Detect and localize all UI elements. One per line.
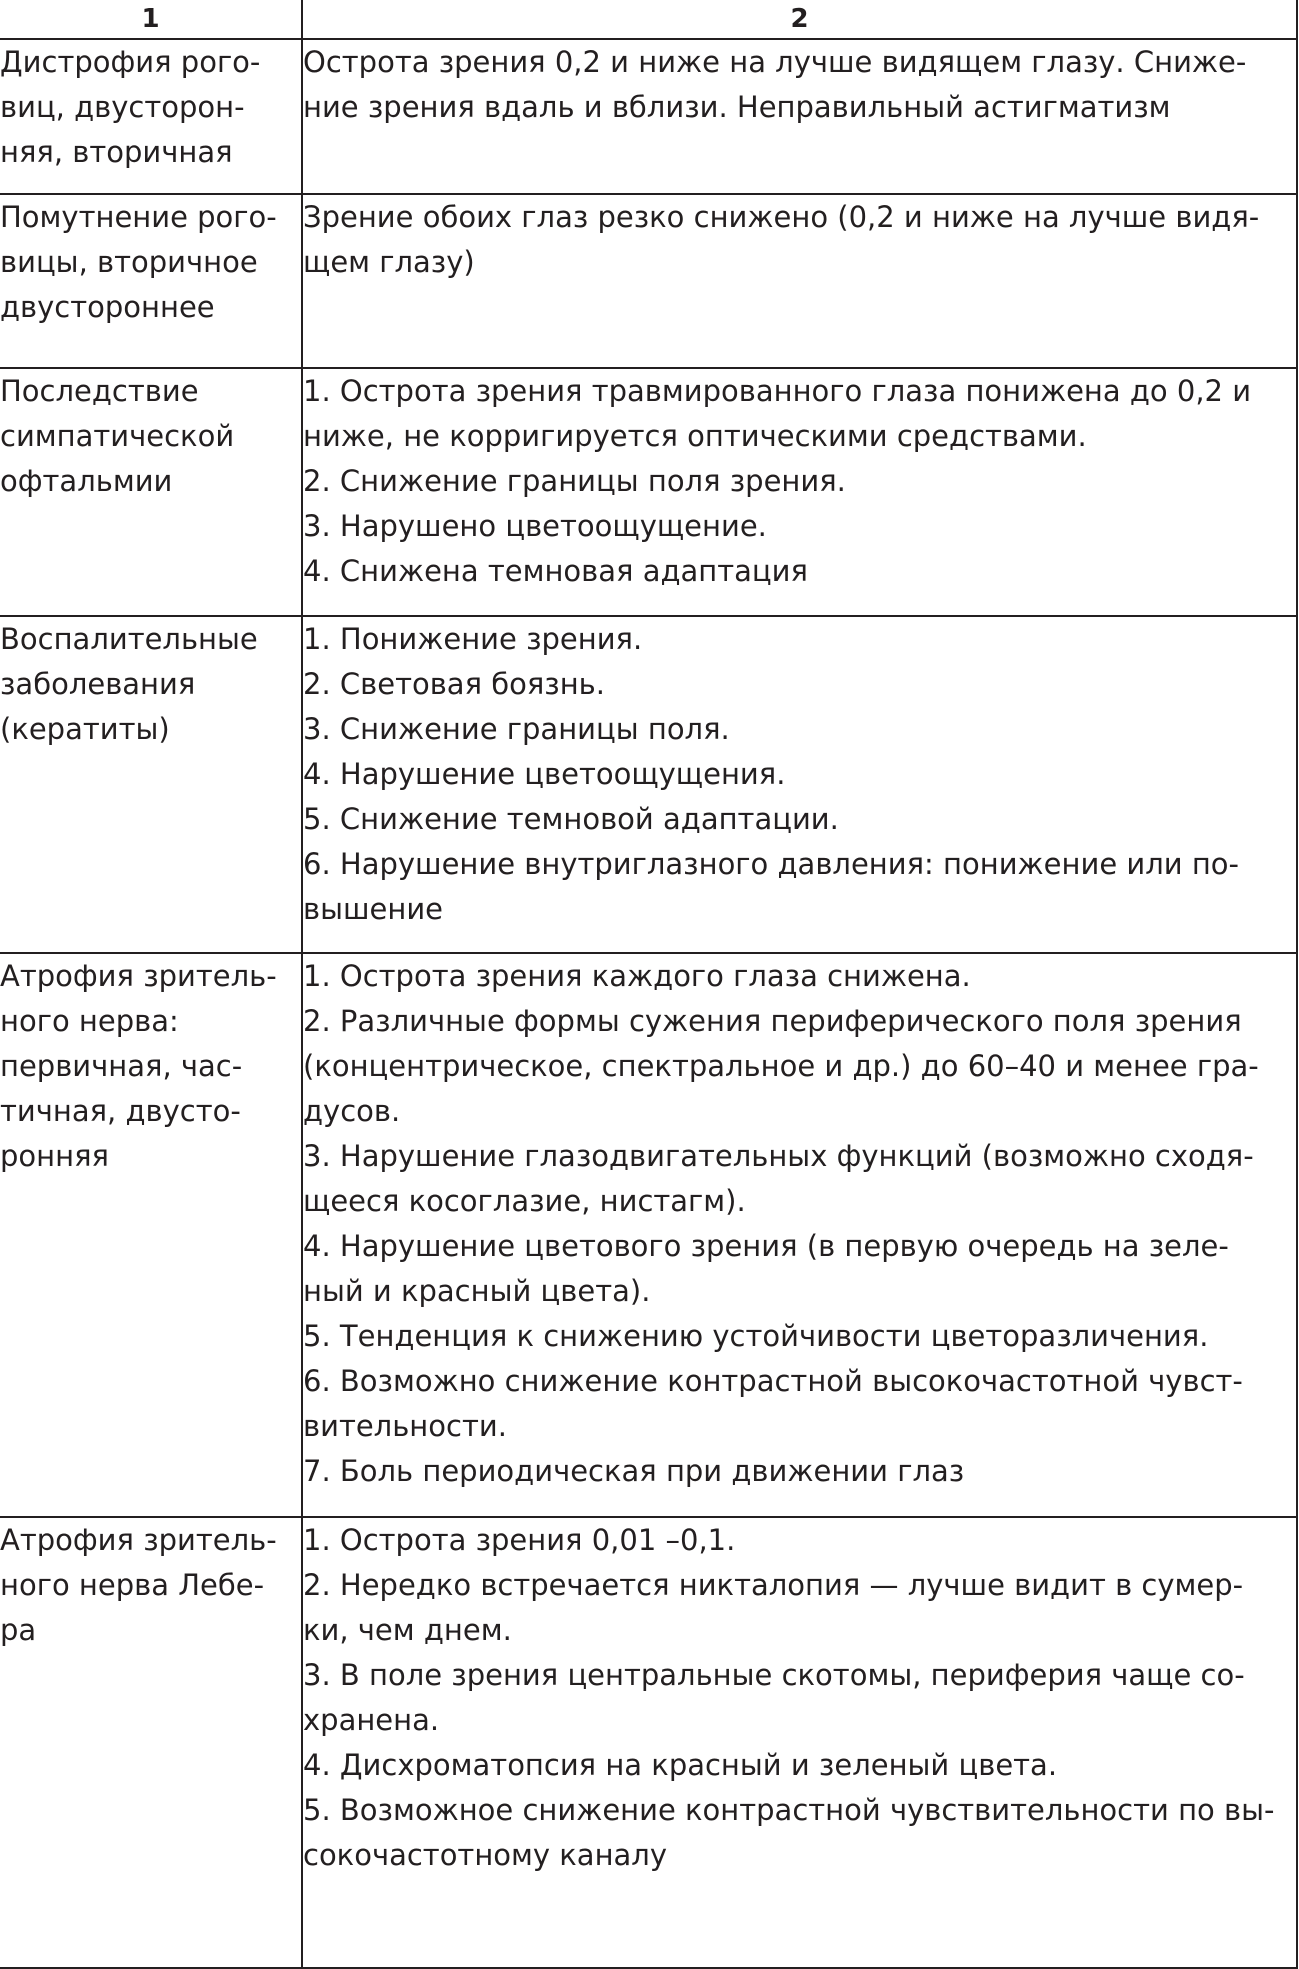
symptom-line: 4. Снижена темновая адаптация xyxy=(303,554,808,588)
condition-line: (кератиты) xyxy=(0,712,170,746)
table-row xyxy=(0,616,1297,953)
condition-cell xyxy=(0,368,302,616)
condition-cell xyxy=(0,39,302,194)
symptom-line: 1. Острота зрения каждого глаза снижена. xyxy=(303,959,971,993)
symptom-line: дусов. xyxy=(303,1094,401,1128)
condition-line: тичная, двусто- xyxy=(0,1094,241,1128)
symptom-line: ки, чем днем. xyxy=(303,1613,512,1647)
symptom-line: вительности. xyxy=(303,1409,507,1443)
symptom-line: ный и красный цвета). xyxy=(303,1274,651,1308)
symptom-line: Острота зрения 0,2 и ниже на лучше видящем глазу. Сниже- xyxy=(303,45,1247,79)
symptom-line: 1. Понижение зрения. xyxy=(303,622,643,656)
condition-cell xyxy=(0,194,302,368)
symptom-line: Зрение обоих глаз резко снижено (0,2 и ниже на лучше видя- xyxy=(303,200,1260,234)
symptom-line: 1. Острота зрения травмированного глаза понижена до 0,2 и xyxy=(303,374,1252,408)
symptom-line: 2. Нередко встречается никталопия — лучше видит в сумер- xyxy=(303,1568,1244,1602)
column-header-1: 1 xyxy=(0,0,302,39)
table-row xyxy=(0,368,1297,616)
symptom-line: 3. Нарушение глазодвигательных функций (возможно сходя- xyxy=(303,1139,1254,1173)
condition-line: няя, вторичная xyxy=(0,135,233,169)
symptom-line: щееся косоглазие, нистагм). xyxy=(303,1184,746,1218)
symptoms-cell xyxy=(302,39,1297,194)
symptom-line: сокочастотному каналу xyxy=(303,1838,668,1872)
condition-line: симпатической xyxy=(0,419,235,453)
condition-cell xyxy=(0,1517,302,1968)
symptom-line: (концентрическое, спектральное и др.) до 60–40 и менее гра- xyxy=(303,1049,1259,1083)
condition-line: Дистрофия рого- xyxy=(0,45,261,79)
condition-cell xyxy=(0,953,302,1517)
symptom-line: 6. Нарушение внутриглазного давления: понижение или по- xyxy=(303,847,1240,881)
symptom-line: 2. Световая боязнь. xyxy=(303,667,605,701)
condition-line: вицы, вторичное xyxy=(0,245,258,279)
symptom-line: ние зрения вдаль и вблизи. Неправильный астигматизм xyxy=(303,90,1171,124)
symptoms-cell xyxy=(302,616,1297,953)
condition-line: Атрофия зритель- xyxy=(0,1523,277,1557)
condition-line: Помутнение рого- xyxy=(0,200,277,234)
condition-line: ного нерва: xyxy=(0,1004,179,1038)
symptom-line: 1. Острота зрения 0,01 –0,1. xyxy=(303,1523,736,1557)
symptom-line: 3. Снижение границы поля. xyxy=(303,712,730,746)
symptom-line: 3. В поле зрения центральные скотомы, периферия чаще со- xyxy=(303,1658,1245,1692)
condition-line: первичная, час- xyxy=(0,1049,243,1083)
condition-line: Атрофия зритель- xyxy=(0,959,277,993)
condition-line: виц, двусторон- xyxy=(0,90,245,124)
symptom-line: 4. Дисхроматопсия на красный и зеленый цвета. xyxy=(303,1748,1058,1782)
symptom-line: 4. Нарушение цветового зрения (в первую очередь на зеле- xyxy=(303,1229,1229,1263)
symptom-line: ниже, не корригируется оптическими средствами. xyxy=(303,419,1087,453)
condition-line: ронняя xyxy=(0,1139,109,1173)
symptom-line: 2. Снижение границы поля зрения. xyxy=(303,464,846,498)
condition-line: Воспалительные xyxy=(0,622,258,656)
condition-line: ра xyxy=(0,1613,37,1647)
condition-line: ного нерва Лебе- xyxy=(0,1568,265,1602)
symptoms-cell xyxy=(302,194,1297,368)
symptoms-cell xyxy=(302,1517,1297,1968)
table-row xyxy=(0,1517,1297,1968)
condition-cell xyxy=(0,616,302,953)
header-row xyxy=(0,0,1297,39)
table-row xyxy=(0,39,1297,194)
column-header-2: 2 xyxy=(302,0,1297,39)
symptoms-cell xyxy=(302,953,1297,1517)
table-row xyxy=(0,953,1297,1517)
symptom-line: 7. Боль периодическая при движении глаз xyxy=(303,1454,965,1488)
symptom-line: 5. Тенденция к снижению устойчивости цветоразличения. xyxy=(303,1319,1209,1353)
symptom-line: щем глазу) xyxy=(303,245,475,279)
symptom-line: хранена. xyxy=(303,1703,440,1737)
symptom-line: 6. Возможно снижение контрастной высокочастотной чувст- xyxy=(303,1364,1243,1398)
symptoms-cell xyxy=(302,368,1297,616)
symptom-line: 4. Нарушение цветоощущения. xyxy=(303,757,786,791)
symptom-line: 5. Возможное снижение контрастной чувствительности по вы- xyxy=(303,1793,1275,1827)
symptom-line: вышение xyxy=(303,892,444,926)
symptom-line: 5. Снижение темновой адаптации. xyxy=(303,802,839,836)
condition-line: офтальмии xyxy=(0,464,173,498)
table-row xyxy=(0,194,1297,368)
symptom-line: 2. Различные формы сужения периферического поля зрения xyxy=(303,1004,1242,1038)
condition-line: заболевания xyxy=(0,667,196,701)
condition-line: двустороннее xyxy=(0,290,215,324)
symptom-line: 3. Нарушено цветоощущение. xyxy=(303,509,767,543)
condition-line: Последствие xyxy=(0,374,199,408)
